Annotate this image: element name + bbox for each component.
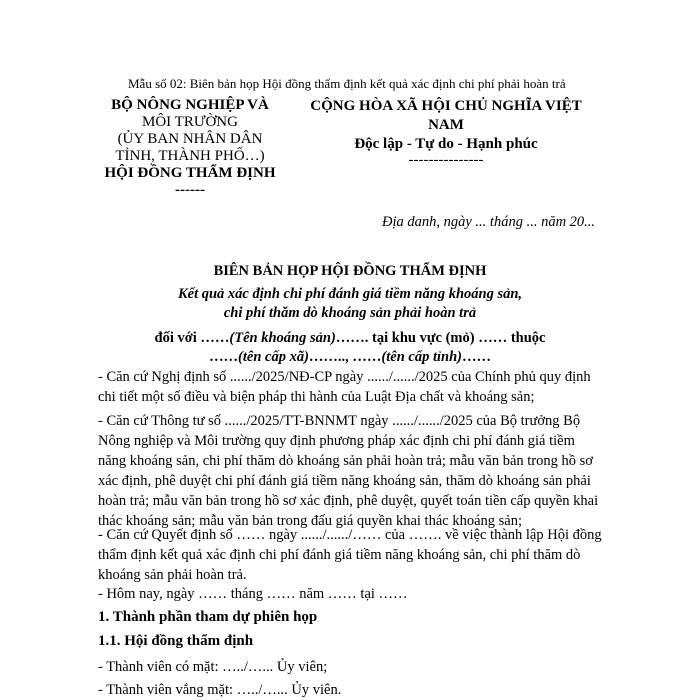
mineral-name-placeholder: (Tên khoáng sản) [229, 330, 336, 346]
section-1-1-heading: 1.1. Hội đồng thẩm định [98, 633, 254, 649]
place-and-date: Địa danh, ngày ... tháng ... năm 20... [382, 214, 596, 230]
circular-line-2: Nông nghiệp và Môi trường quy định phương pháp xác định chi phí đánh giá tiềm [98, 433, 575, 449]
decision-line-1: - Căn cứ Quyết định số …… ngày ....../....../…… của ……. về việc thành lập Hội đồng [98, 527, 602, 543]
basis-circular [98, 411, 638, 531]
national-motto: Độc lập - Tự do - Hạnh phúc [354, 136, 538, 152]
left-header [98, 97, 282, 199]
decree-line-1: - Căn cứ Nghị định số ....../2025/NĐ-CP ngày ....../....../2025 của Chính phủ quy định [98, 369, 591, 385]
decision-line-3: khoáng sản phải hoàn trả. [98, 567, 247, 583]
members-present: - Thành viên có mặt: …../…... Ủy viên; [98, 659, 328, 675]
ministry-line-2: MÔI TRƯỜNG [142, 114, 238, 130]
section-1-heading: 1. Thành phần tham dự phiên họp [98, 609, 318, 625]
circular-line-1: - Căn cứ Thông tư số ....../2025/TT-BNNMT ngày ....../....../2025 của Bộ trưởng Bộ [98, 413, 581, 429]
right-divider: --------------- [408, 152, 484, 168]
circular-line-5: hoàn trả; mẫu văn bản trong hồ sơ xác định, phê duyệt, quyết toán tiền cấp quyền khai [98, 493, 599, 509]
subject-line-2 [0, 348, 700, 367]
decree-line-2: chi tiết một số điều và biện pháp thi hành của Luật Địa chất và khoáng sản; [98, 389, 535, 405]
left-divider: ------ [175, 182, 205, 198]
subject-line-1 [0, 329, 700, 348]
subtitle-line-2: chi phí thăm dò khoáng sản phải hoàn trả [223, 305, 477, 321]
members-absent: - Thành viên vắng mặt: …../…... Ủy viên. [98, 682, 342, 698]
ministry-line-4: TỈNH, THÀNH PHỐ…) [115, 148, 265, 164]
subtitle-line-1: Kết quả xác định chi phí đánh giá tiềm năng khoáng sản, [177, 286, 523, 302]
meeting-date-place: - Hôm nay, ngày …… tháng …… năm …… tại …… [98, 586, 408, 602]
subject-prefix: đối với …… [154, 330, 230, 346]
circular-line-4: xác định, phê duyệt chi phí đánh giá tiềm năng khoáng sản, thăm dò khoáng sản phải [98, 473, 591, 489]
subject-dots-2: …….., …… [308, 349, 382, 365]
form-label: Mẫu số 02: Biên bản họp Hội đồng thẩm định kết quả xác định chi phí phải hoàn trả [128, 76, 566, 91]
subject-area: ……. tại khu vực (mỏ) …… thuộc [335, 330, 546, 346]
right-header [290, 97, 602, 166]
circular-line-3: năng khoáng sản, chi phí thăm dò khoáng sản phải hoàn trả; mẫu văn bản trong hồ sơ [98, 453, 593, 469]
council-name: HỘI ĐỒNG THẨM ĐỊNH [104, 165, 276, 181]
province-placeholder: (tên cấp tỉnh) [381, 349, 462, 365]
document-subtitle [0, 285, 700, 323]
subject-dots-1: …… [209, 349, 239, 365]
national-name-line-2: NAM [428, 117, 464, 133]
commune-placeholder: (tên cấp xã) [238, 349, 309, 365]
basis-decree [98, 367, 638, 407]
basis-decision [98, 525, 638, 585]
decision-line-2: thẩm định kết quả xác định chi phí đánh giá tiềm năng khoáng sản, chi phí thăm dò [98, 547, 581, 563]
circular-line-6: thác khoáng sản; mẫu văn bản trong đấu giá quyền khai thác khoáng sản; [98, 513, 523, 529]
ministry-line-1: BỘ NÔNG NGHIỆP VÀ [111, 97, 269, 113]
ministry-line-3: (ỦY BAN NHÂN DÂN [117, 131, 263, 147]
document-subject [0, 329, 700, 367]
national-name-line-1: CỘNG HÒA XÃ HỘI CHỦ NGHĨA VIỆT [310, 98, 582, 114]
subject-dots-3: …… [461, 349, 491, 365]
document-title: BIÊN BẢN HỌP HỘI ĐỒNG THẨM ĐỊNH [213, 263, 487, 279]
